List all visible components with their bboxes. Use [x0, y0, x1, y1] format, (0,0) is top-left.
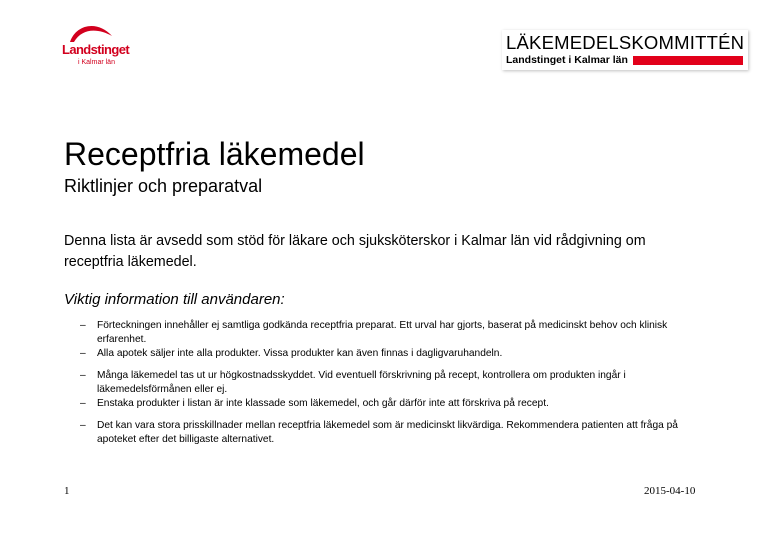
info-heading: Viktig information till användaren: [64, 291, 285, 308]
notes-list [80, 319, 695, 447]
landstinget-brand: Landstinget [62, 42, 130, 57]
note-item: – Enstaka produkter i listan är inte klassade som läkemedel, och går därför inte att förskriva på recept. [80, 397, 695, 411]
committee-name: LÄKEMEDELSKOMMITTÉN [506, 32, 745, 53]
swoosh-icon [68, 22, 114, 44]
document-subtitle: Riktlinjer och preparatval [64, 176, 263, 196]
note-item: – Det kan vara stora prisskillnader mellan receptfria läkemedel som är medicinskt likvärdiga. Rekommendera patienten att fråga på apoteket efter det billigaste alternativet. [80, 419, 695, 447]
note-item: – Förteckningen innehåller ej samtliga godkända receptfria preparat. Ett urval har gjorts, baserat på medicinskt behov och klinisk erfarenhet. [80, 319, 695, 347]
landstinget-logo [62, 22, 132, 70]
page-number: 1 [64, 485, 70, 497]
committee-county: Landstinget i Kalmar län [506, 54, 628, 66]
note-item: – Alla apotek säljer inte alla produkter. Vissa produkter kan även finnas i dagligvaruhandeln. [80, 347, 695, 361]
footer-date: 2015-04-10 [644, 485, 696, 497]
intro-paragraph: Denna lista är avsedd som stöd för läkare och sjuksköterskor i Kalmar län vid rådgivning om receptfria läkemedel. [64, 233, 646, 270]
lakemedelskommitten-logo [502, 30, 748, 70]
landstinget-sub: i Kalmar län [78, 59, 115, 66]
note-item: – Många läkemedel tas ut ur högkostnadsskyddet. Vid eventuell förskrivning på recept, kontrollera om produkten ingår i läkemedelsförmånen eller ej. [80, 369, 695, 397]
logo-red-bar [633, 56, 743, 65]
document-title: Receptfria läkemedel [64, 136, 365, 172]
